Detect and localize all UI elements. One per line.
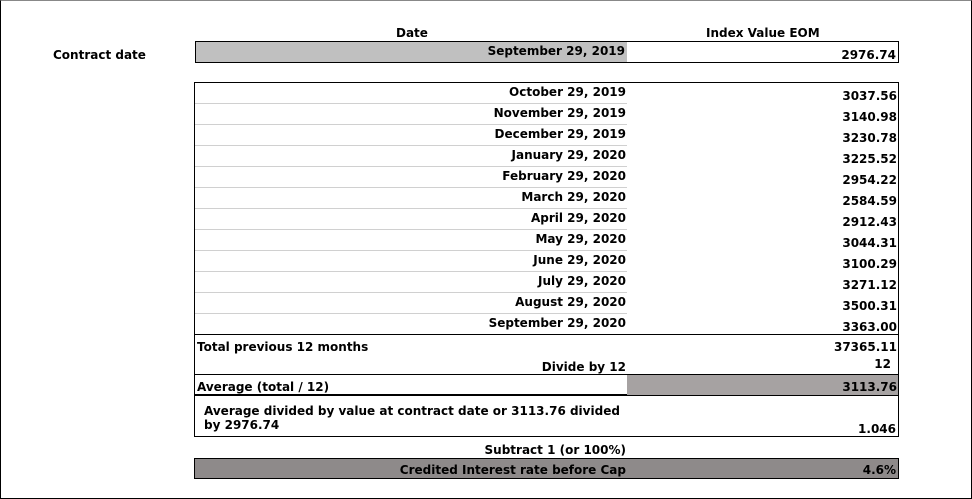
table-row-value: 3140.98 <box>842 110 897 124</box>
table-row-date: January 29, 2020 <box>511 148 626 162</box>
subtract-label: Subtract 1 (or 100%) <box>484 443 626 457</box>
table-row-date: July 29, 2020 <box>538 274 626 288</box>
table-row-value: 3044.31 <box>842 236 897 250</box>
table-row-value: 2584.59 <box>842 194 897 208</box>
row-divider <box>195 187 627 188</box>
table-row-value: 2954.22 <box>842 173 897 187</box>
table-row-date: April 29, 2020 <box>530 211 626 225</box>
average-value: 3113.76 <box>842 380 897 394</box>
contract-date-value: September 29, 2019 <box>487 44 625 58</box>
row-divider <box>195 250 627 251</box>
contract-index-cell <box>627 41 899 63</box>
table-row-value: 3225.52 <box>842 152 897 166</box>
contract-index-value: 2976.74 <box>841 48 896 62</box>
table-row-date: June 29, 2020 <box>533 253 626 267</box>
divide-label: Divide by 12 <box>541 360 626 374</box>
average-label: Average (total / 12) <box>197 380 330 394</box>
contract-date-cell <box>195 41 627 63</box>
table-row-value: 3230.78 <box>842 131 897 145</box>
table-row-date: February 29, 2020 <box>502 169 626 183</box>
index-value-column-header: Index Value EOM <box>706 26 820 40</box>
table-row-value: 2912.43 <box>842 215 897 229</box>
row-divider <box>195 271 627 272</box>
credited-label: Credited Interest rate before Cap <box>399 463 626 477</box>
average-value-cell <box>627 375 898 395</box>
total-divider <box>194 334 899 335</box>
row-divider <box>195 229 627 230</box>
table-row-date: August 29, 2020 <box>515 295 626 309</box>
table-row-value: 3271.12 <box>842 278 897 292</box>
row-divider <box>195 124 627 125</box>
table-row-date: November 29, 2019 <box>493 106 626 120</box>
table-row-value: 3037.56 <box>842 89 897 103</box>
divide-value: 12 <box>874 357 891 371</box>
contract-date-label: Contract date <box>53 48 146 62</box>
table-row-date: March 29, 2020 <box>521 190 626 204</box>
row-divider <box>195 103 627 104</box>
row-divider <box>195 292 627 293</box>
total-value: 37365.11 <box>833 340 897 354</box>
table-row-date: October 29, 2019 <box>509 85 626 99</box>
table-row-value: 3500.31 <box>842 299 897 313</box>
row-divider <box>195 145 627 146</box>
table-row-value: 3100.29 <box>842 257 897 271</box>
row-divider <box>195 208 627 209</box>
table-row-date: September 29, 2020 <box>488 316 626 330</box>
credited-row <box>194 458 899 479</box>
row-divider <box>195 166 627 167</box>
table-row-value: 3363.00 <box>842 320 897 334</box>
date-column-header: Date <box>396 26 428 40</box>
ratio-value: 1.046 <box>858 422 896 436</box>
credited-value: 4.6% <box>862 463 896 477</box>
ratio-label: Average divided by value at contract date or 3113.76 divided by 2976.74 <box>204 404 620 432</box>
row-divider <box>195 313 627 314</box>
table-row-date: December 29, 2019 <box>494 127 626 141</box>
ratio-row <box>194 395 899 437</box>
total-label: Total previous 12 months <box>197 340 369 354</box>
table-row-date: May 29, 2020 <box>535 232 626 246</box>
